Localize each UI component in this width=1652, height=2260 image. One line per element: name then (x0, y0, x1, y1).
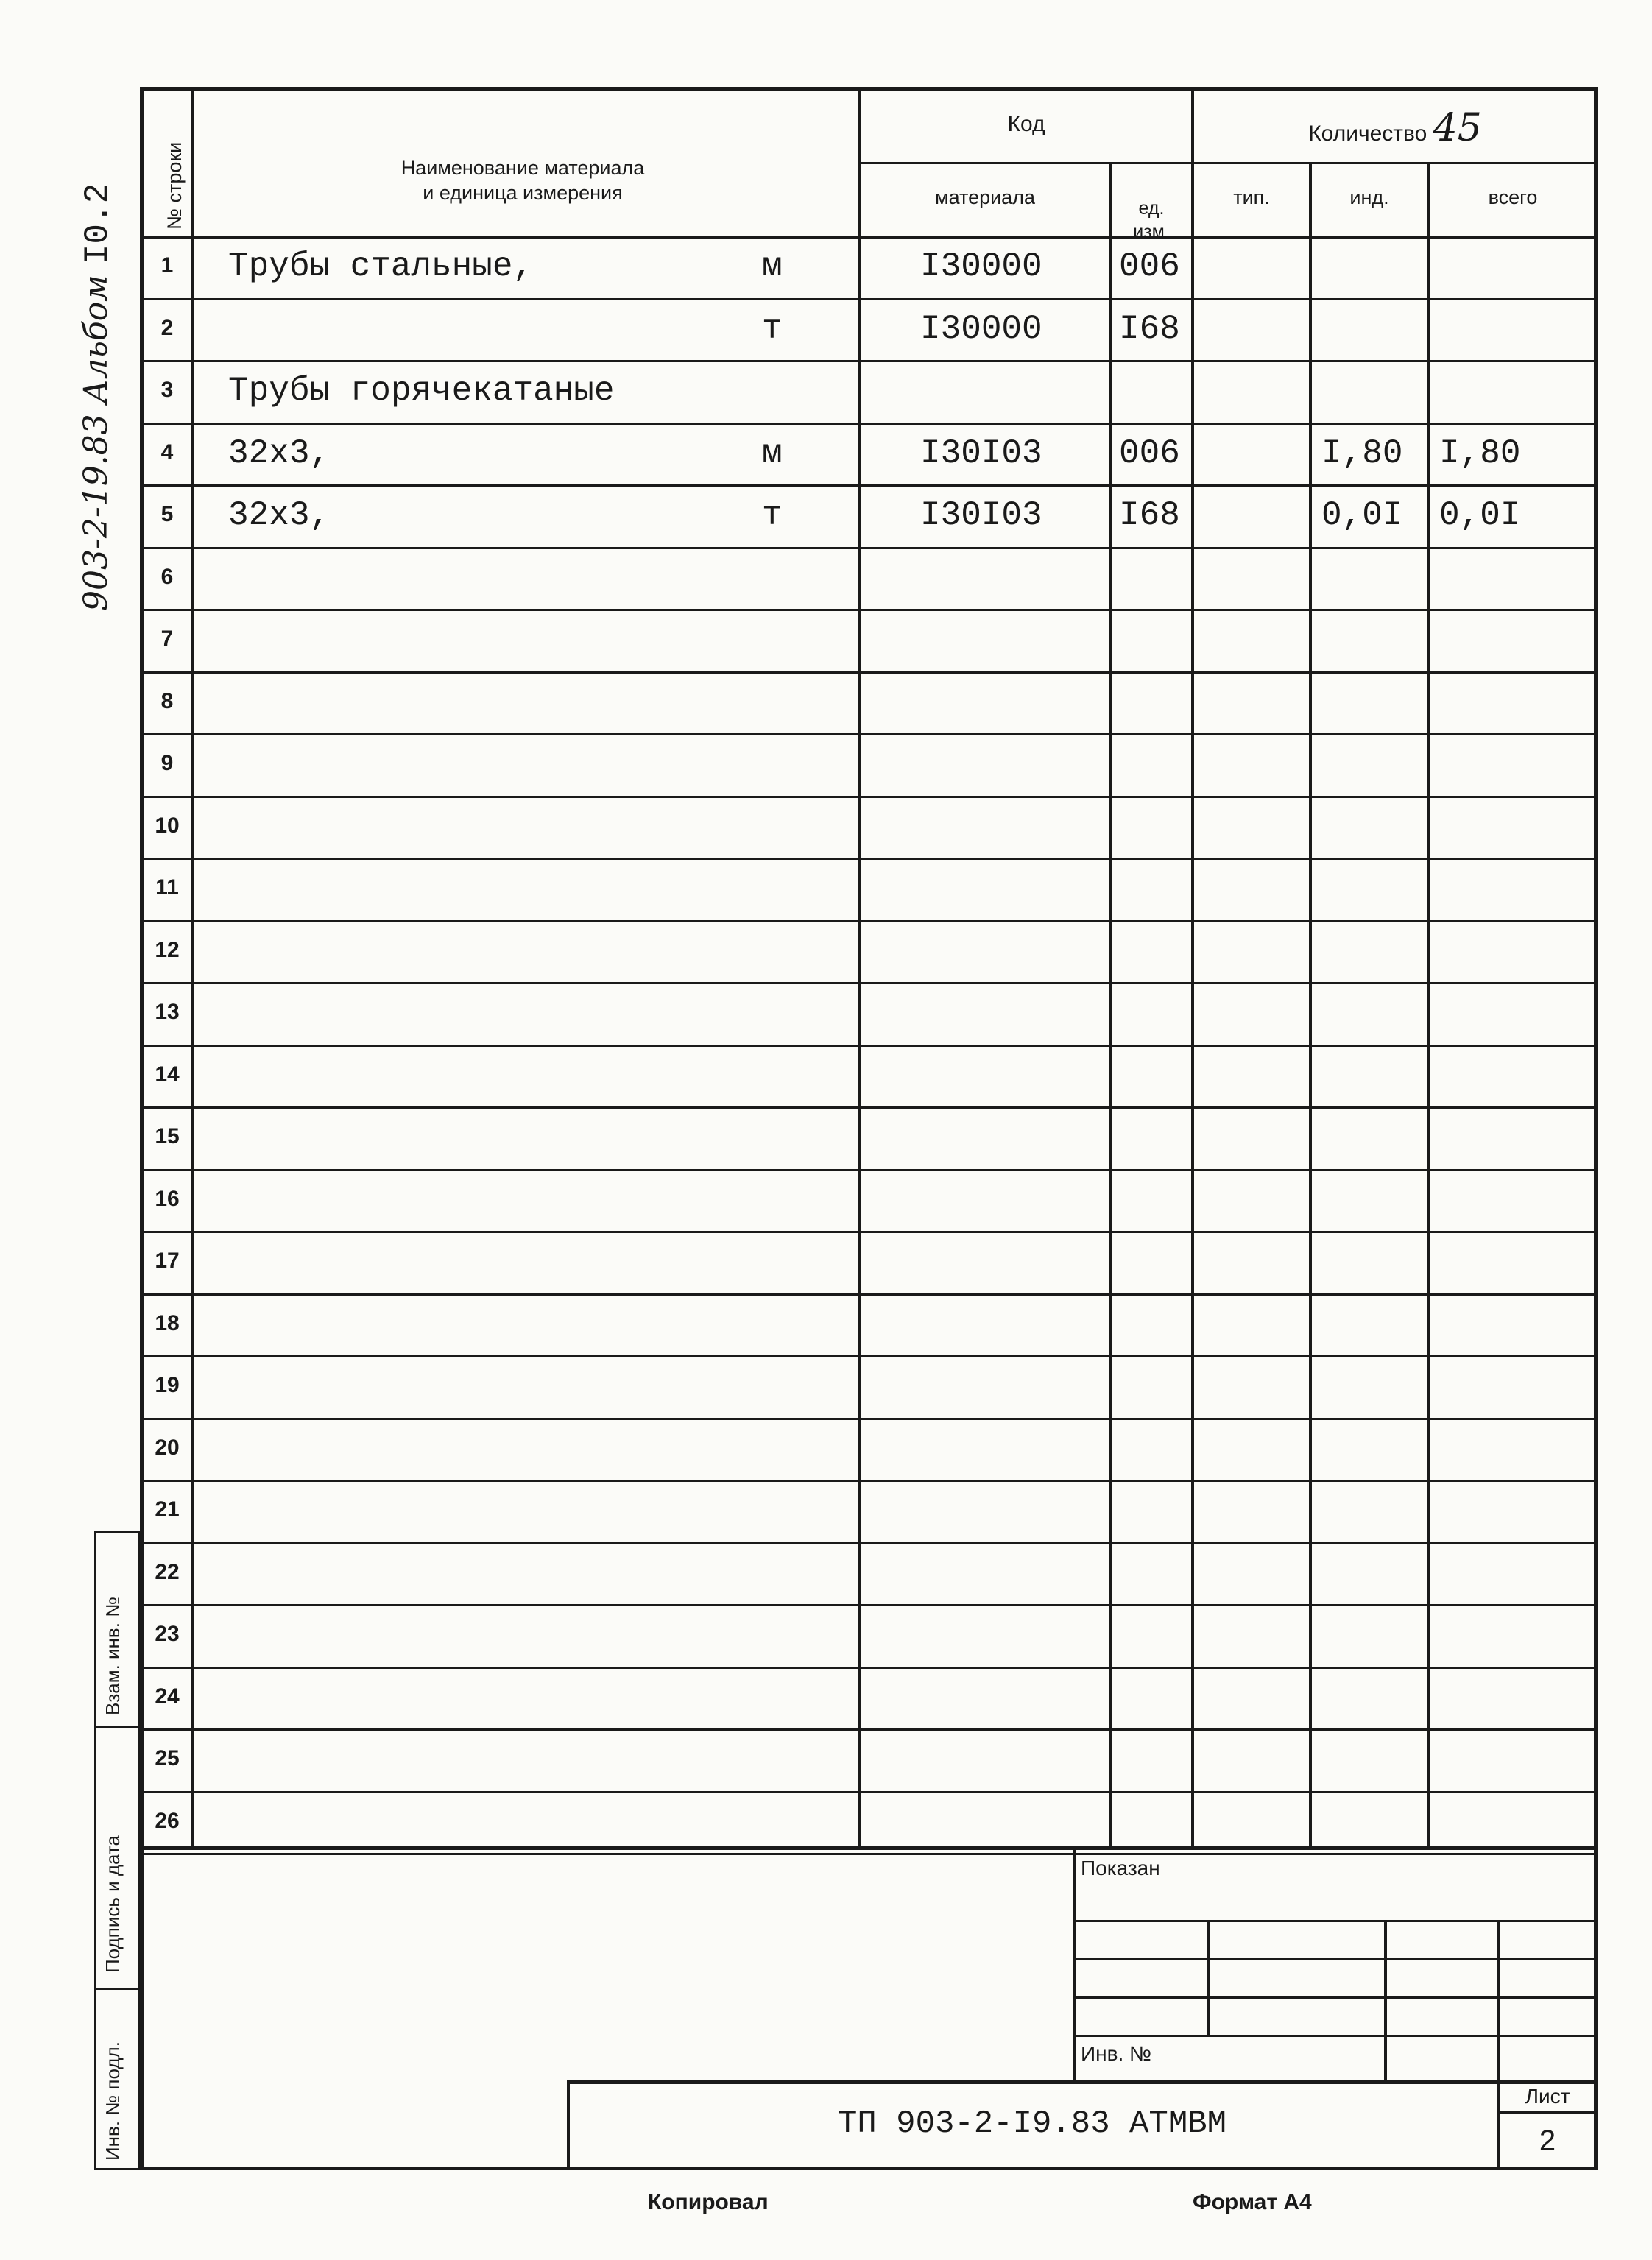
row-line (140, 1045, 1598, 1047)
album-note-text: 903-2-19.83 Альбом (77, 275, 115, 611)
header-bottom-line (140, 236, 1598, 239)
header-qty-total (1428, 186, 1598, 211)
sheet-label (1497, 2085, 1598, 2108)
row-line (140, 423, 1598, 425)
row-number: 5 (160, 502, 174, 526)
title-block-line (1384, 1920, 1387, 2082)
header-qty-group (1193, 105, 1598, 152)
cell-name: 32x3, (228, 496, 331, 534)
sheet-number (1497, 2125, 1598, 2158)
row-number: 22 (155, 1559, 180, 1584)
cell-code: I30I03 (920, 434, 1042, 473)
column-line (1191, 87, 1194, 1848)
margin-stamp-signature (102, 1835, 124, 1973)
row-line (140, 982, 1598, 984)
row-number: 26 (155, 1808, 180, 1833)
row-line (140, 1853, 1598, 1855)
row-line (140, 1542, 1598, 1544)
cell-ind: I,80 (1321, 434, 1403, 473)
header-qty-typ (1193, 186, 1310, 211)
row-number: 13 (155, 1000, 180, 1024)
row-number: 24 (155, 1684, 180, 1709)
row-number: 9 (160, 751, 174, 775)
row-line (140, 1728, 1598, 1731)
cell-unit: м (762, 247, 783, 286)
row-line (140, 1355, 1598, 1357)
cell-code: I30000 (920, 309, 1042, 348)
row-line (140, 1418, 1598, 1420)
cell-code: I30000 (920, 247, 1042, 286)
cell-unit-code: 006 (1119, 434, 1180, 473)
header-code-group (860, 110, 1193, 138)
cell-unit-code: I68 (1119, 309, 1180, 348)
column-line (1109, 162, 1112, 1848)
row-number: 3 (160, 378, 174, 402)
column-line (1427, 162, 1430, 1848)
header-code-unit-text: ед. изм. (1133, 198, 1170, 242)
title-block-line (1207, 1920, 1210, 2035)
row-number: 20 (155, 1435, 180, 1460)
row-number: 19 (155, 1373, 180, 1397)
row-number: 10 (155, 813, 180, 838)
cell-name: Трубы горячекатаные (228, 372, 615, 410)
title-block-line (1073, 1958, 1598, 1960)
cell-unit-code: 006 (1119, 247, 1180, 286)
shown-label-text: Показан (1081, 1857, 1160, 1879)
stamp-text: Подпись и дата (102, 1835, 124, 1973)
row-number: 6 (160, 564, 174, 589)
row-line (140, 1231, 1598, 1233)
row-number: 21 (155, 1497, 180, 1522)
shown-label (1081, 1857, 1160, 1880)
row-number: 18 (155, 1310, 180, 1335)
document-code-text: ТП 903-2-I9.83 АТМВМ (837, 2105, 1227, 2142)
row-line (140, 1604, 1598, 1606)
cell-name: Трубы стальные, (228, 247, 534, 286)
footer-copied-text: Копировал (648, 2190, 769, 2214)
header-name-text: Наименование материала и единица измерения (400, 156, 645, 204)
row-number: 23 (155, 1622, 180, 1646)
header-qty-ind-text: инд. (1349, 186, 1389, 208)
inventory-label (1081, 2042, 1151, 2066)
header-qty-text: Количество (1308, 121, 1427, 146)
margin-stamp-replace (102, 1597, 124, 1715)
row-line (140, 1791, 1598, 1793)
title-block-line (1073, 1996, 1598, 1999)
cell-ind: 0,0I (1321, 496, 1403, 534)
row-number: 14 (155, 1062, 180, 1087)
row-number: 11 (155, 875, 179, 900)
row-line (140, 920, 1598, 922)
header-row-no-text: № строки (163, 141, 186, 230)
title-block-top-line (567, 2080, 1598, 2084)
title-block-line (1073, 1920, 1598, 1922)
row-line (140, 547, 1598, 549)
footer-copied (648, 2190, 769, 2215)
row-number: 16 (155, 1186, 180, 1211)
album-number: I0.2 (79, 183, 117, 265)
row-number: 1 (160, 253, 174, 278)
row-line (140, 484, 1598, 487)
cell-unit: м (762, 434, 783, 473)
row-number: 7 (160, 626, 174, 651)
row-line (140, 1293, 1598, 1296)
row-number: 12 (155, 937, 180, 962)
row-line (140, 360, 1598, 362)
cell-total: I,80 (1439, 434, 1521, 473)
row-number: 25 (155, 1746, 180, 1770)
row-line (140, 1169, 1598, 1171)
row-line (140, 1480, 1598, 1482)
cell-total: 0,0I (1439, 496, 1521, 534)
row-line (140, 858, 1598, 860)
column-line (858, 87, 861, 1848)
header-code-text: Код (1007, 112, 1045, 136)
row-number: 15 (155, 1124, 180, 1148)
cell-unit: т (762, 309, 783, 348)
row-line (140, 298, 1598, 300)
inventory-label-text: Инв. № (1081, 2042, 1152, 2065)
stamp-text: Взам. инв. № (102, 1596, 124, 1715)
header-name (191, 131, 854, 205)
header-qty-typ-text: тип. (1233, 186, 1270, 208)
margin-divider (94, 1726, 140, 1728)
row-number: 4 (160, 439, 174, 465)
document-code (567, 2105, 1497, 2142)
header-qty-total-text: всего (1488, 186, 1538, 208)
header-row-no (163, 142, 186, 230)
margin-stamp-inventory (102, 2041, 124, 2161)
album-note (77, 183, 117, 611)
sheet-number-text: 2 (1539, 2125, 1556, 2157)
row-number: 8 (160, 688, 174, 713)
header-code-material (860, 186, 1110, 211)
row-line (140, 1667, 1598, 1669)
title-block-line (1073, 1846, 1076, 2082)
footer-format (1193, 2190, 1312, 2215)
cell-code: I30I03 (920, 496, 1042, 534)
row-line (140, 796, 1598, 798)
title-block-line (1073, 2035, 1598, 2037)
cell-unit-code: I68 (1119, 496, 1180, 534)
sheet-label-text: Лист (1525, 2085, 1570, 2108)
cell-name: 32x3, (228, 434, 331, 473)
header-code-unit (1110, 174, 1193, 244)
handwritten-sheet-count: 45 (1433, 106, 1482, 150)
cell-unit: т (762, 496, 783, 534)
sheet-divider (1497, 2111, 1598, 2114)
header-code-material-text: материала (935, 186, 1035, 208)
table-bottom-line (140, 1846, 1598, 1850)
row-number: 17 (155, 1249, 180, 1273)
header-mid-line (860, 162, 1598, 164)
row-line (140, 733, 1598, 735)
row-line (140, 1106, 1598, 1109)
row-line (140, 609, 1598, 611)
header-qty-ind (1310, 186, 1428, 211)
stamp-text: Инв. № подл. (102, 2041, 124, 2161)
column-line (1309, 162, 1312, 1848)
footer-format-text: Формат А4 (1193, 2190, 1312, 2214)
row-number: 2 (160, 315, 174, 340)
margin-divider (94, 1988, 140, 1990)
row-line (140, 671, 1598, 674)
